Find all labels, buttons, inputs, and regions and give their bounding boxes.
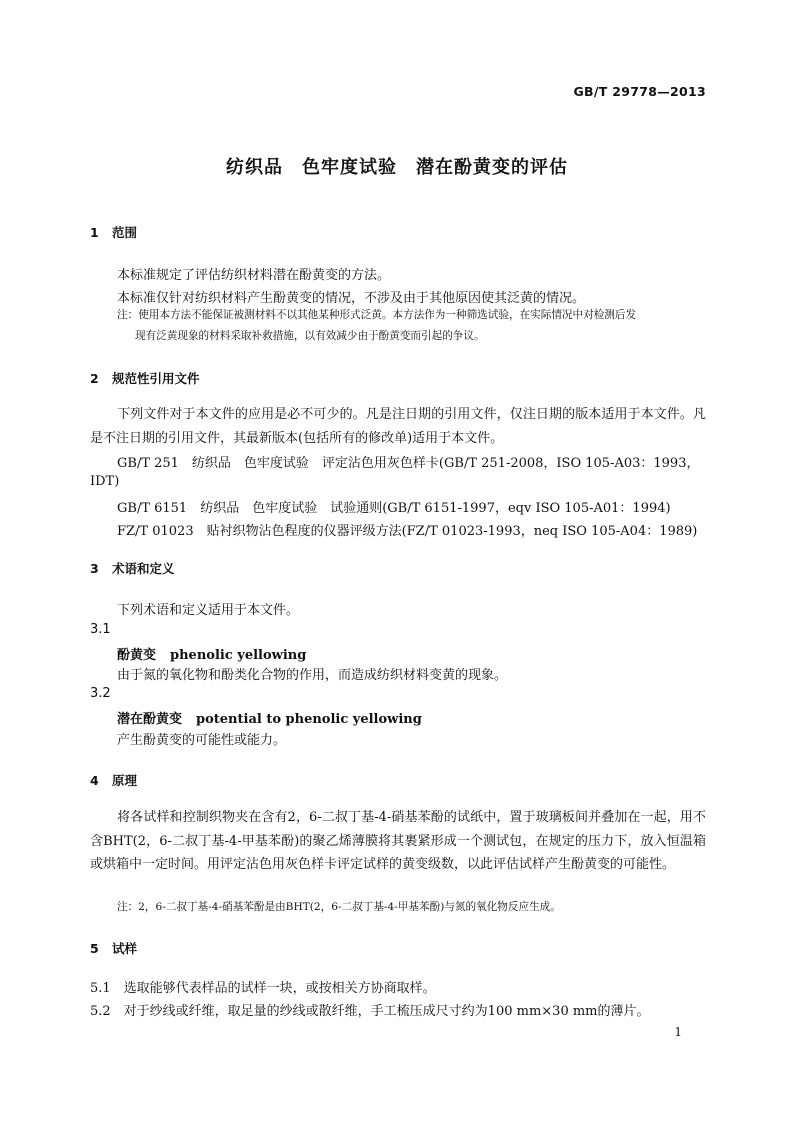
reference-item-cont: IDT) bbox=[90, 474, 120, 489]
paragraph-text: 将各试样和控制织物夹在含有2，6-二叔丁基-4-硝基苯酚的试纸中，置于玻璃板间并叠加在一起，用不含BHT(2，6-二叔丁基-4-甲基苯酚)的聚乙烯薄膜将其裹紧形成一个测试包，在规定的压力下，放入恒温箱或烘箱中一定时间。用评定沾色用灰色样卡评定试样的黄变级数，以此评估试样产生酚黄变的可能性。 bbox=[90, 810, 706, 872]
document-title: 纺织品 色牢度试验 潜在酚黄变的评估 bbox=[226, 157, 568, 178]
reference-item: GB/T 251 纺织品 色牢度试验 评定沾色用灰色样卡(GB/T 251-2008，ISO 105-A03：1993， bbox=[117, 456, 700, 471]
term-number: 3.2 bbox=[90, 686, 111, 701]
paragraph bbox=[90, 806, 706, 877]
term-en: phenolic yellowing bbox=[170, 648, 307, 663]
section-title: 范围 bbox=[112, 225, 138, 240]
note-line: 注：使用本方法不能保证被测材料不以其他某种形式泛黄。本方法作为一种筛选试验，在实际情况中对检测后发 bbox=[117, 309, 637, 321]
paragraph-text: 下列文件对于本文件的应用是必不可少的。凡是注日期的引用文件，仅注日期的版本适用于本文件。凡是不注日期的引用文件，其最新版本(包括所有的修改单)适用于本文件。 bbox=[90, 407, 706, 446]
section-number: 5 bbox=[90, 941, 99, 956]
section-number: 4 bbox=[90, 773, 99, 788]
term-entry bbox=[117, 644, 306, 663]
section-title: 原理 bbox=[112, 773, 138, 788]
term-number: 3.1 bbox=[90, 622, 111, 637]
section-3-heading bbox=[90, 559, 175, 577]
paragraph: 下列术语和定义适用于本文件。 bbox=[117, 603, 300, 618]
clause: 5.1 选取能够代表样品的试样一块，或按相关方协商取样。 bbox=[90, 981, 436, 996]
note-line: 现有泛黄现象的材料采取补救措施，以有效减少由于酚黄变而引起的争议。 bbox=[135, 330, 485, 342]
term-en: potential to phenolic yellowing bbox=[196, 712, 422, 727]
paragraph: 本标准规定了评估纺织材料潜在酚黄变的方法。 bbox=[117, 268, 391, 283]
term-definition: 产生酚黄变的可能性或能力。 bbox=[117, 733, 287, 748]
section-number: 2 bbox=[90, 371, 99, 386]
section-title: 试样 bbox=[112, 941, 138, 956]
section-title: 术语和定义 bbox=[112, 561, 175, 576]
term-cn: 潜在酚黄变 bbox=[117, 712, 183, 727]
section-4-heading bbox=[90, 771, 137, 789]
term-entry bbox=[117, 708, 422, 727]
reference-item: FZ/T 01023 贴衬织物沾色程度的仪器评级方法(FZ/T 01023-1993，neq ISO 105-A04：1989) bbox=[117, 524, 698, 539]
section-1-heading bbox=[90, 223, 137, 241]
clause: 5.2 对于纱线或纤维，取足量的纱线或散纤维，手工梳压成尺寸约为100 mm×30 mm的薄片。 bbox=[90, 1004, 650, 1019]
paragraph bbox=[90, 403, 706, 450]
note-line: 注：2，6-二叔丁基-4-硝基苯酚是由BHT(2，6-二叔丁基-4-甲基苯酚)与氮的氧化物反应生成。 bbox=[117, 901, 561, 913]
section-number: 3 bbox=[90, 561, 99, 576]
standard-code: GB/T 29778—2013 bbox=[573, 84, 706, 99]
term-cn: 酚黄变 bbox=[117, 648, 157, 663]
page-number: 1 bbox=[674, 1025, 682, 1039]
section-5-heading bbox=[90, 939, 137, 957]
reference-item: GB/T 6151 纺织品 色牢度试验 试验通则(GB/T 6151-1997，eqv ISO 105-A01：1994) bbox=[117, 501, 671, 516]
term-definition: 由于氮的氧化物和酚类化合物的作用，而造成纺织材料变黄的现象。 bbox=[117, 668, 508, 683]
paragraph: 本标准仅针对纺织材料产生酚黄变的情况，不涉及由于其他原因使其泛黄的情况。 bbox=[117, 291, 586, 306]
section-title: 规范性引用文件 bbox=[112, 371, 200, 386]
section-number: 1 bbox=[90, 225, 99, 240]
section-2-heading bbox=[90, 369, 200, 387]
